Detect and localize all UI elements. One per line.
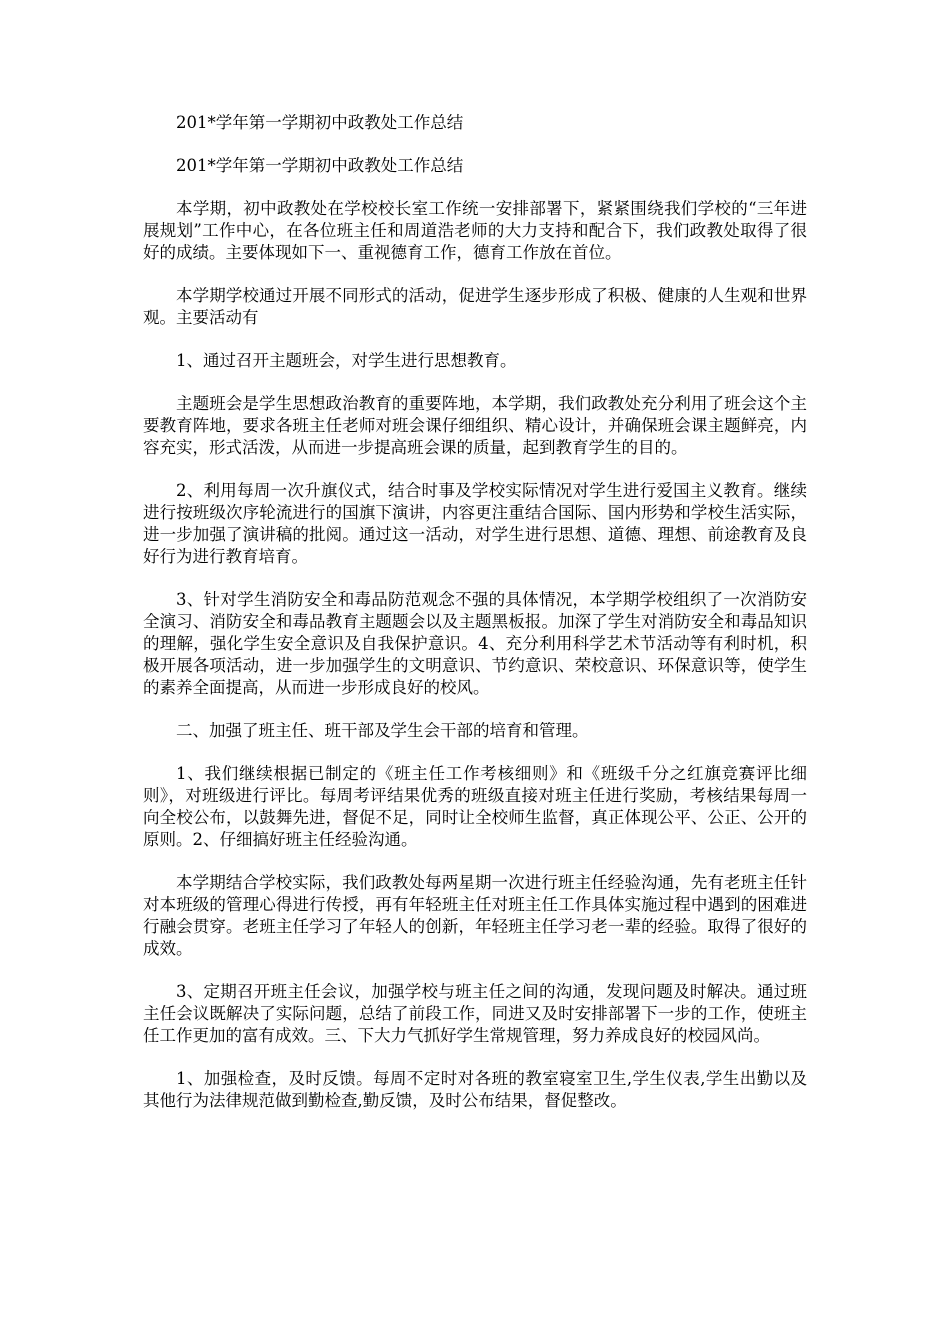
paragraph-meetings: 3、定期召开班主任会议，加强学校与班主任之间的沟通，发现问题及时解决。通过班主任会议既解决了实际问题，总结了前段工作，同进又及时安排部署下一步的工作，使班主任工作更加的富有成效。三、下大力气抓好学生常规管理，努力养成良好的校园风尚。 — [143, 982, 807, 1045]
paragraph-intro: 本学期，初中政教处在学校校长室工作统一安排部署下，紧紧围绕我们学校的“三年进展规划”工作中心，在各位班主任和周道浩老师的大力支持和配合下，我们政教处取得了很好的成绩。主要体现如下一、重视德育工作，德育工作放在首位。 — [143, 199, 807, 262]
paragraph-item-3: 3、针对学生消防安全和毒品防范观念不强的具体情况，本学期学校组织了一次消防安全演习、消防安全和毒品教育主题题会以及主题黑板报。加深了学生对消防安全和毒品知识的理解，强化学生安全意识及自我保护意识。4、充分利用科学艺术节活动等有利时机，积极开展各项活动，进一步加强学生的文明意识、节约意识、荣校意识、环保意识等，使学生的素养全面提高，从而进一步形成良好的校风。 — [143, 590, 807, 697]
paragraph-section-2: 二、加强了班主任、班干部及学生会干部的培育和管理。 — [176, 721, 589, 740]
paragraph-class-meeting: 主题班会是学生思想政治教育的重要阵地，本学期，我们政教处充分利用了班会这个主要教育阵地，要求各班主任老师对班会课仔细组织、精心设计，并确保班会课主题鲜亮，内容充实，形式活泼，从而进一步提高班会课的质量，起到教育学生的目的。 — [143, 394, 807, 457]
document-body — [143, 112, 807, 1133]
paragraph-subtitle: 201*学年第一学期初中政教处工作总结 — [176, 156, 464, 175]
paragraph-activities: 本学期学校通过开展不同形式的活动，促进学生逐步形成了积极、健康的人生观和世界观。主要活动有 — [143, 286, 807, 327]
paragraph-item-2: 2、利用每周一次升旗仪式，结合时事及学校实际情况对学生进行爱国主义教育。继续进行按班级次序轮流进行的国旗下演讲，内容更注重结合国际、国内形势和学校生活实际，进一步加强了演讲稿的批阅。通过这一活动，对学生进行思想、道德、理想、前途教育及良好行为进行教育培育。 — [143, 481, 807, 566]
paragraph-experience: 本学期结合学校实际，我们政教处每两星期一次进行班主任经验沟通，先有老班主任针对本班级的管理心得进行传授，再有年轻班主任对班主任工作具体实施过程中遇到的困难进行融会贯穿。老班主任学习了年轻人的创新，年轻班主任学习老一辈的经验。取得了很好的成效。 — [143, 873, 807, 958]
paragraph-evaluation: 1、我们继续根据已制定的《班主任工作考核细则》和《班级千分之红旗竞赛评比细则》，对班级进行评比。每周考评结果优秀的班级直接对班主任进行奖励，考核结果每周一向全校公布，以鼓舞先进，督促不足，同时让全校师生监督，真正体现公平、公正、公开的原则。2、仔细搞好班主任经验沟通。 — [143, 764, 807, 849]
paragraph-inspection: 1、加强检查，及时反馈。每周不定时对各班的教室寝室卫生,学生仪表,学生出勤以及其他行为法律规范做到勤检查,勤反馈，及时公布结果，督促整改。 — [143, 1069, 807, 1110]
document-title: 201*学年第一学期初中政教处工作总结 — [176, 113, 464, 132]
paragraph-item-1: 1、通过召开主题班会，对学生进行思想教育。 — [176, 351, 517, 370]
